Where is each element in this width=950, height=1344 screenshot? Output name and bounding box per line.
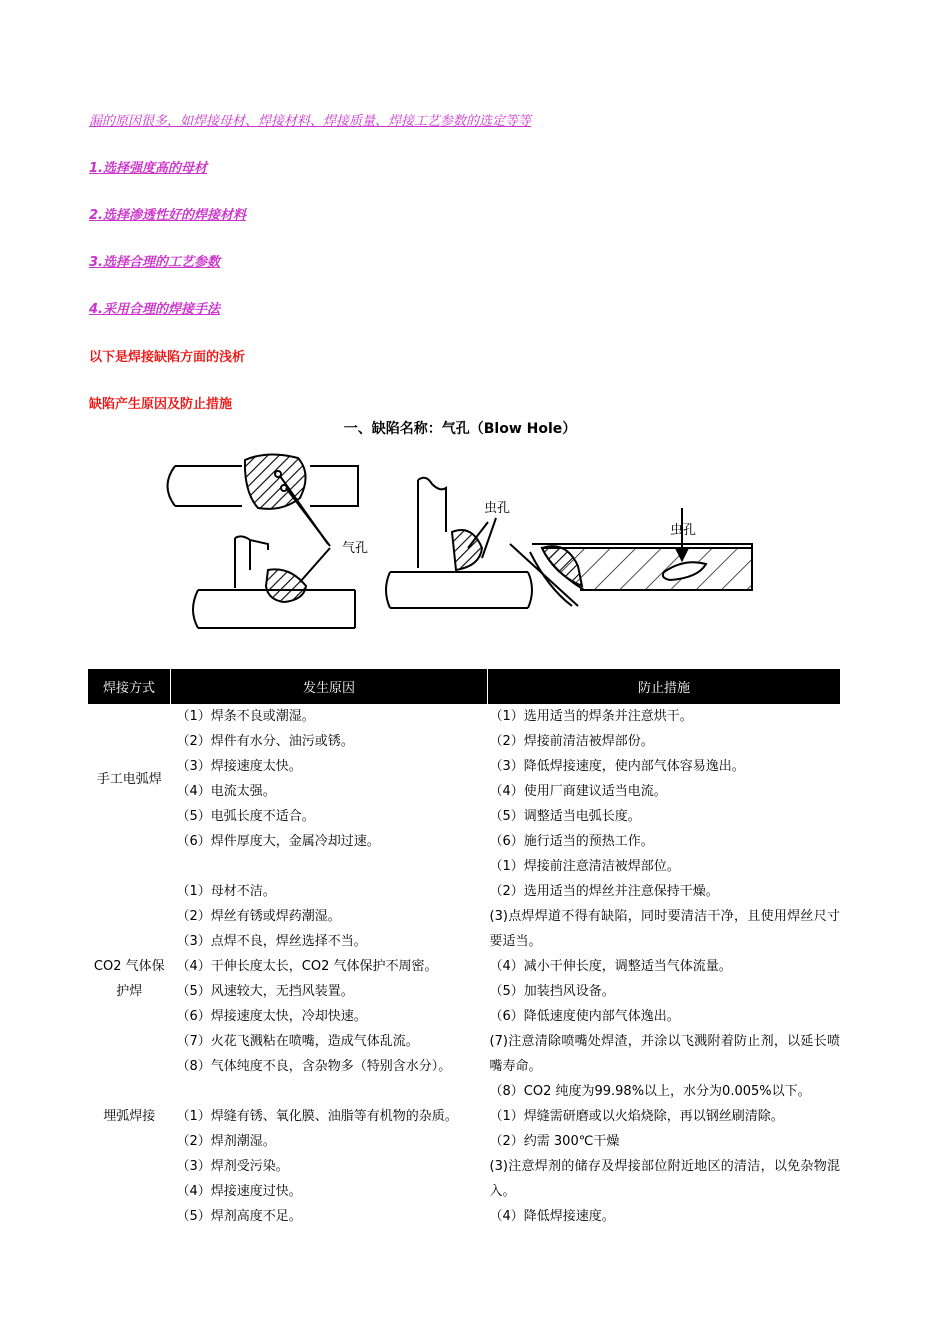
- table-row-manual-arc: [88, 704, 840, 854]
- cause-item: （6）焊件厚度大，金属冷却过速。: [176, 834, 380, 849]
- tip-link-2[interactable]: 2.选择渗透性好的焊接材料: [89, 208, 246, 223]
- cause-item: （2）焊剂潮湿。: [176, 1134, 276, 1149]
- cause-item: （5）电弧长度不适合。: [176, 809, 315, 824]
- prevention-item: （4）降低焊接速度。: [489, 1209, 615, 1224]
- cause-item: （2）焊丝有锈或焊药潮湿。: [176, 909, 341, 924]
- prevention-item: (3)点焊焊道不得有缺陷，同时要清洁干净，且使用焊丝尺寸要适当。: [489, 909, 840, 949]
- prevention-item: （2）约需 300℃干燥: [489, 1134, 620, 1149]
- defect-table: [88, 669, 840, 1229]
- cause-item: （2）焊件有水分、油污或锈。: [176, 734, 354, 749]
- intro-link[interactable]: 漏的原因很多，如焊接母材、焊接材料、焊接质量、焊接工艺参数的选定等等: [89, 114, 532, 129]
- figure-label-blowhole: 气孔: [342, 541, 369, 556]
- cause-item: （3）焊剂受污染。: [176, 1159, 289, 1174]
- prevention-item: （1）焊接前注意清洁被焊部位。: [489, 859, 680, 874]
- figure-label-wormhole-right: 虫孔: [670, 523, 697, 538]
- tip-link-3[interactable]: 3.选择合理的工艺参数: [89, 255, 220, 270]
- prevention-item: （4）使用厂商建议适当电流。: [489, 784, 667, 799]
- causes-co2: [171, 854, 488, 1104]
- cause-item: （5）焊剂高度不足。: [176, 1209, 302, 1224]
- cause-item: （1）母材不洁。: [176, 884, 276, 899]
- cause-item: （1）焊缝有锈、氧化膜、油脂等有机物的杂质。: [176, 1109, 458, 1124]
- prevention-item: （5）加装挡风设备。: [489, 984, 615, 999]
- prevention-item: （1）焊缝需研磨或以火焰烧除，再以钢丝刷清除。: [489, 1109, 784, 1124]
- prevention-item: （6）施行适当的预热工作。: [489, 834, 654, 849]
- cause-item: （5）风速较大，无挡风装置。: [176, 984, 354, 999]
- cause-item: （6）焊接速度太快，冷却快速。: [176, 1009, 367, 1024]
- prevention-item: （2）选用适当的焊丝并注意保持干燥。: [489, 884, 719, 899]
- cause-item: （4）干伸长度太长，CO2 气体保护不周密。: [176, 959, 438, 974]
- cause-item: （3）焊接速度太快。: [176, 759, 302, 774]
- tip-link-4[interactable]: 4.采用合理的焊接手法: [89, 302, 220, 317]
- causes-submerged-arc: [171, 1104, 488, 1229]
- causes-manual-arc: [171, 704, 488, 854]
- preventions-submerged-arc: [488, 1104, 841, 1229]
- cause-item: （1）焊条不良或潮湿。: [176, 709, 315, 724]
- header-preventions: 防止措施: [488, 669, 841, 704]
- prevention-item: （2）焊接前清洁被焊部份。: [489, 734, 654, 749]
- prevention-item: （8）CO2 纯度为99.98%以上，水分为0.005%以下。: [489, 1084, 811, 1099]
- prevention-item: （6）降低速度使内部气体逸出。: [489, 1009, 680, 1024]
- blow-hole-diagram: [150, 448, 770, 648]
- prevention-item: （5）调整适当电弧长度。: [489, 809, 641, 824]
- cause-item: （7）火花飞溅粘在喷嘴，造成气体乱流。: [176, 1034, 419, 1049]
- defect-title: 一、缺陷名称：气孔（Blow Hole）: [343, 421, 577, 437]
- cause-item: （3）点焊不良，焊丝选择不当。: [176, 934, 367, 949]
- header-causes: 发生原因: [171, 669, 488, 704]
- preventions-co2: [488, 854, 841, 1104]
- tip-link-1[interactable]: 1.选择强度高的母材: [89, 161, 207, 176]
- figure-label-wormhole-middle: 虫孔: [484, 501, 511, 516]
- method-manual-arc: 手工电弧焊: [96, 771, 162, 787]
- prevention-item: （1）选用适当的焊条并注意烘干。: [489, 709, 693, 724]
- header-method: 焊接方式: [88, 669, 171, 704]
- table-row-co2: [88, 854, 840, 1104]
- cause-item: （8）气体纯度不良，含杂物多（特别含水分）。: [176, 1059, 452, 1074]
- cause-item: （4）电流太强。: [176, 784, 276, 799]
- method-co2: CO2 气体保护焊: [93, 959, 165, 999]
- section-heading-analysis: 以下是焊接缺陷方面的浅析: [89, 350, 246, 365]
- section-heading-causes: 缺陷产生原因及防止措施: [89, 397, 233, 412]
- prevention-item: （4）减小干伸长度，调整适当气体流量。: [489, 959, 732, 974]
- prevention-item: （3）降低焊接速度，使内部气体容易逸出。: [489, 759, 745, 774]
- table-header-row: [88, 669, 840, 704]
- preventions-manual-arc: [488, 704, 841, 854]
- prevention-item: (7)注意清除喷嘴处焊渣，并涂以飞溅附着防止剂，以延长喷嘴寿命。: [489, 1034, 840, 1074]
- cause-item: （4）焊接速度过快。: [176, 1184, 302, 1199]
- prevention-item: (3)注意焊剂的储存及焊接部位附近地区的清洁，以免杂物混入。: [489, 1159, 840, 1199]
- method-submerged-arc: 埋弧焊接: [103, 1109, 156, 1124]
- table-row-submerged-arc: [88, 1104, 840, 1229]
